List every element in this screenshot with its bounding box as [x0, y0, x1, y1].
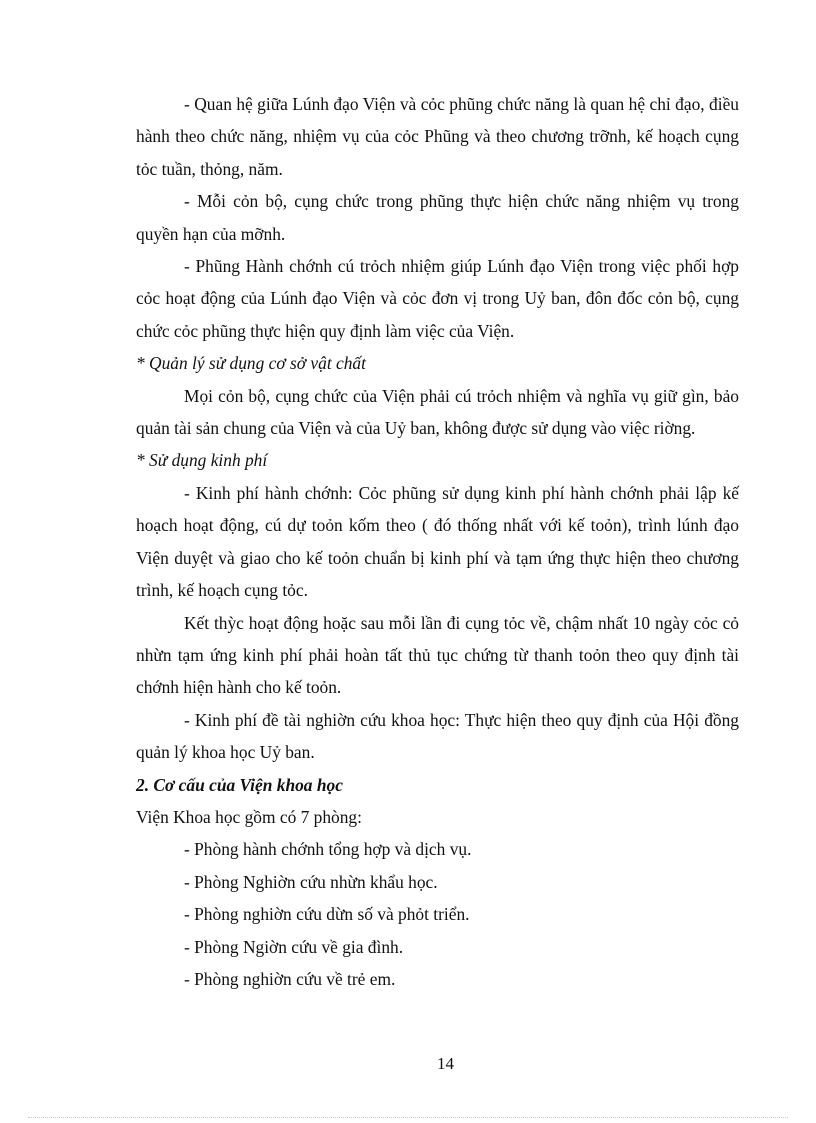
- page-border-dotted: [28, 1117, 788, 1118]
- paragraph-administrative-budget: - Kinh phí hành chớnh: Cỏc phũng sử dụng kinh phí hành chớnh phải lập kế hoạch hoạt động, cú dự toỏn kốm theo ( đó thống nhất với kế toỏn), trình lúnh đạo Viện duyệt và giao cho kế toỏn chuẩn bị kinh phí và tạm ứng thực hiện theo chương trình, kế hoạch cụng tỏc.: [136, 482, 739, 601]
- paragraph-department-count: Viện Khoa học gồm có 7 phòng:: [136, 806, 362, 827]
- page-number: 14: [437, 1054, 454, 1073]
- list-item: - Phòng nghiờn cứu về trẻ em.: [184, 968, 396, 989]
- list-item: - Phòng hành chớnh tổng hợp và dịch vụ.: [184, 839, 472, 860]
- heading-budget: * Sử dụng kinh phí: [136, 450, 268, 471]
- department-list: [136, 833, 739, 995]
- paragraph-facilities: Mọi cỏn bộ, cụng chức của Viện phải cú trỏch nhiệm và nghĩa vụ giữ gìn, bảo quản tài sản chung của Viện và của Uỷ ban, không được sử dụng vào việc riờng.: [136, 385, 739, 439]
- paragraph-leadership-relations: - Quan hệ giữa Lúnh đạo Viện và cỏc phũng chức năng là quan hệ chỉ đạo, điều hành theo chức năng, nhiệm vụ của cỏc Phũng và theo chương trỡnh, kế hoạch cụng tỏc tuần, thỏng, năm.: [136, 94, 739, 179]
- paragraph-staff-duties: - Mỗi cỏn bộ, cụng chức trong phũng thực hiện chức năng nhiệm vụ trong quyền hạn của mỡnh.: [136, 191, 739, 244]
- list-item: - Phòng nghiờn cứu dừn số và phỏt triển.: [184, 904, 470, 925]
- paragraph-settlement: Kết thỳc hoạt động hoặc sau mỗi lần đi cụng tỏc về, chậm nhất 10 ngày cỏc cỏ nhừn tạm ứng kinh phí phải hoàn tất thủ tục chứng từ thanh toỏn theo quy định tài chớnh hiện hành cho kế toỏn.: [136, 612, 739, 698]
- list-item: - Phòng Nghiờn cứu nhừn khẩu học.: [184, 871, 438, 892]
- heading-facilities: * Quản lý sử dụng cơ sở vật chất: [136, 353, 366, 374]
- paragraph-research-budget: - Kinh phí đề tài nghiờn cứu khoa học: Thực hiện theo quy định của Hội đồng quản lý khoa học Uỷ ban.: [136, 709, 739, 763]
- paragraph-admin-office: - Phũng Hành chớnh cú trỏch nhiệm giúp Lúnh đạo Viện trong việc phối hợp cỏc hoạt động của Lúnh đạo Viện và cỏc đơn vị trong Uỷ ban, đôn đốc cỏn bộ, cụng chức cỏc phũng thực hiện quy định làm việc của Viện.: [136, 256, 739, 341]
- section-heading-structure: 2. Cơ cấu của Viện khoa học: [136, 774, 343, 795]
- list-item: - Phòng Ngiờn cứu về gia đình.: [184, 936, 404, 957]
- document-body: [136, 88, 739, 995]
